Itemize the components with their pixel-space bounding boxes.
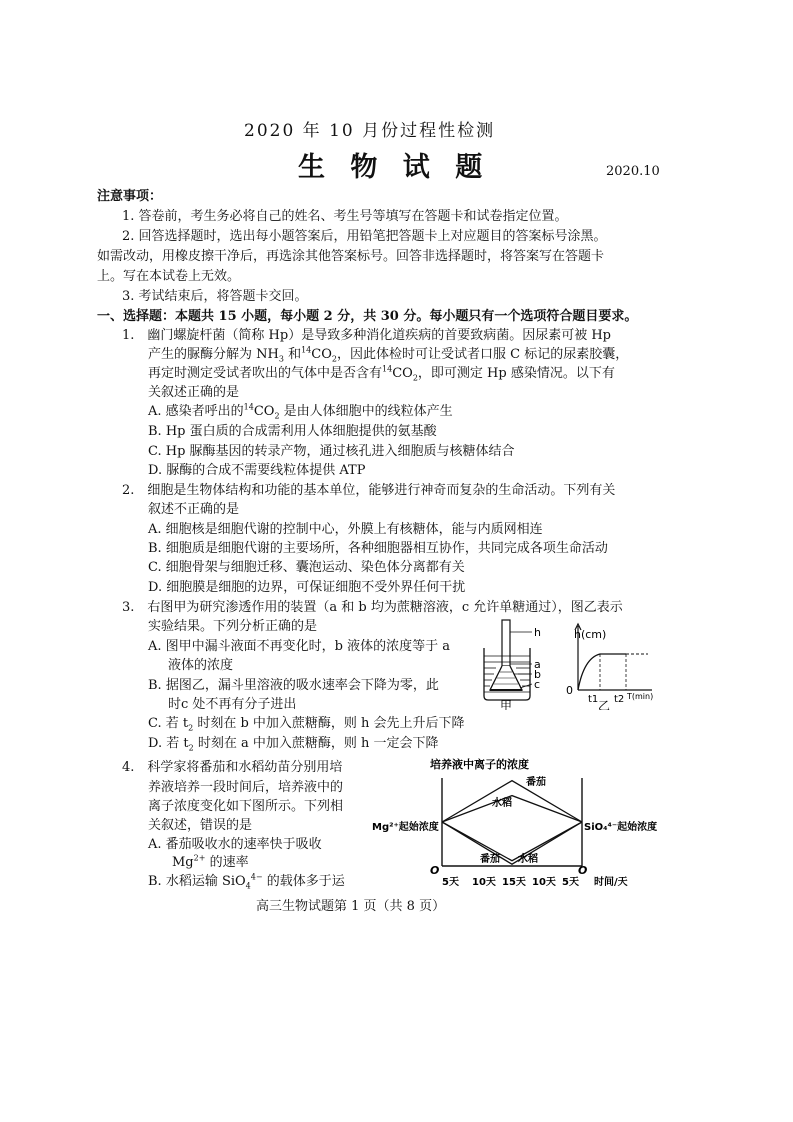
x-tick-label: 5天 xyxy=(562,877,579,888)
rice-bottom-line xyxy=(442,822,582,861)
funnel-tube xyxy=(502,620,510,666)
left-axis-label: Mg²⁺起始浓度 xyxy=(372,822,439,833)
q1-line-1: 1. 幽门螺旋杆菌（简称 Hp）是导致多种消化道疾病的首要致病菌。因尿素可被 Hp xyxy=(122,328,611,343)
q1-text: ，因此体检时可让受试者口服 C 标记的尿素胶囊， xyxy=(336,347,629,362)
q1-option-b: B. Hp 蛋白质的合成需利用人体细胞提供的氨基酸 xyxy=(148,424,437,439)
q3-figure-jia xyxy=(470,618,570,710)
q1-sub: 2 xyxy=(274,411,280,421)
x-tick-label: 15天 xyxy=(502,877,526,888)
yi-t2: t2 xyxy=(614,694,625,705)
q1-text: CO xyxy=(253,404,275,419)
q2-line-2: 叙述不正确的是 xyxy=(148,502,240,517)
q4-option-a-1: A. 番茄吸收水的速率快于吸收 xyxy=(148,837,322,852)
q3-line-2: 实验结果。下列分析正确的是 xyxy=(148,619,318,634)
series-label-tomato-top: 番茄 xyxy=(526,777,546,788)
rice-top-line xyxy=(442,796,582,822)
origin-left: O xyxy=(430,864,440,877)
q1-sup: 14 xyxy=(301,345,312,355)
q1-sub: 2 xyxy=(412,373,418,383)
q4-text: B. 水稻运输 SiO xyxy=(148,874,246,889)
label-a: a xyxy=(534,658,541,671)
yi-xlabel: T(min) xyxy=(627,692,654,701)
yi-curve xyxy=(578,654,626,690)
q3-text: C. 若 t xyxy=(148,716,189,731)
section-1-title: 一、选择题：本题共 15 小题，每小题 2 分，共 30 分。每小题只有一个选项符合题目要求。 xyxy=(97,309,638,324)
notes-title: 注意事项： xyxy=(97,189,163,204)
q3-sub: 2 xyxy=(188,743,194,753)
note-2-line-1: 2. 回答选择题时，选出每小题答案后，用铅笔把答题卡上对应题目的答案标号涂黑。 xyxy=(122,229,607,244)
exam-title: 2020 年 10 月份过程性检测 xyxy=(244,121,496,141)
q4-option-b xyxy=(148,872,345,892)
yi-origin: 0 xyxy=(566,684,573,697)
q3-text: 时刻在 b 中加入蔗糖酶，则 h 会先上升后下降 xyxy=(193,716,465,731)
q1-text: 再定时测定受试者吹出的气体中是否含有 xyxy=(148,366,383,381)
q4-text: Mg xyxy=(172,855,194,870)
tomato-top-line xyxy=(442,781,582,822)
q1-sup: 14 xyxy=(382,364,393,374)
x-tick-labels xyxy=(442,876,579,888)
chart-title: 培养液中离子的浓度 xyxy=(430,758,529,771)
q3-option-a-2: 液体的浓度 xyxy=(168,658,234,673)
origin-right: O xyxy=(578,864,588,877)
q4-line-4: 关叙述，错误的是 xyxy=(148,818,253,833)
q3-text: 时刻在 a 中加入蔗糖酶，则 h 一定会下降 xyxy=(193,736,439,751)
q3-option-a-1: A. 图甲中漏斗液面不再变化时，b 液体的浓度等于 a xyxy=(148,639,450,654)
caption-jia: 甲 xyxy=(500,699,513,710)
q1-text: 和 xyxy=(283,347,302,362)
yi-ylabel: h(cm) xyxy=(574,628,607,641)
q1-text: CO xyxy=(311,347,332,362)
q1-option-a xyxy=(148,402,453,422)
q1-text: CO xyxy=(392,366,413,381)
note-3: 3. 考试结束后，将答题卡交回。 xyxy=(122,289,308,304)
x-tick-label: 5天 xyxy=(442,877,459,888)
x-axis-label: 时间/天 xyxy=(594,877,628,888)
label-c: c xyxy=(534,678,541,691)
q1-text: 是由人体细胞中的线粒体产生 xyxy=(279,404,453,419)
q3-option-d xyxy=(148,734,438,754)
q4-line-2: 养液培养一段时间后，培养液中的 xyxy=(148,780,344,795)
q4-ion-chart xyxy=(368,754,668,892)
q4-sub: 4 xyxy=(245,881,251,891)
x-tick-label: 10天 xyxy=(532,877,556,888)
q1-option-d: D. 脲酶的合成不需要线粒体提供 ATP xyxy=(148,463,366,478)
tomato-bottom-line xyxy=(442,822,582,864)
series-label-rice-top: 水稻 xyxy=(492,798,512,809)
label-h: h xyxy=(534,626,541,639)
chart-series-group xyxy=(442,781,582,865)
q4-line-3: 离子浓度变化如下图所示。下列相 xyxy=(148,799,344,814)
q4-line-1: 4. 科学家将番茄和水稻幼苗分别用培 xyxy=(122,760,343,775)
q4-text: 的载体多于运 xyxy=(262,874,345,889)
q4-option-a-2 xyxy=(172,853,249,873)
q3-text: D. 若 t xyxy=(148,736,189,751)
q2-line-1: 2. 细胞是生物体结构和功能的基本单位，能够进行神奇而复杂的生命活动。下列有关 xyxy=(122,483,616,498)
q3-sub: 2 xyxy=(188,723,194,733)
q1-sub: 3 xyxy=(278,354,284,364)
label-b: b xyxy=(534,668,541,681)
q1-text: ，即可测定 Hp 感染情况。以下有 xyxy=(417,366,615,381)
q2-option-a: A. 细胞核是细胞代谢的控制中心，外膜上有核糖体，能与内质网相连 xyxy=(148,522,543,537)
series-label-rice-bottom: 水稻 xyxy=(518,854,538,865)
page-footer: 高三生物试题第 1 页（共 8 页） xyxy=(256,899,446,914)
subject-title: 生 物 试 题 xyxy=(298,152,491,183)
note-1: 1. 答卷前，考生务必将自己的姓名、考生号等填写在答题卡和试卷指定位置。 xyxy=(122,209,568,224)
q2-option-d: D. 细胞膜是细胞的边界，可保证细胞不受外界任何干扰 xyxy=(148,580,466,595)
q1-line-4: 关叙述正确的是 xyxy=(148,385,240,400)
q2-option-b: B. 细胞质是细胞代谢的主要场所，各种细胞器相互协作，共同完成各项生命活动 xyxy=(148,541,608,556)
q4-sup: 2+ xyxy=(193,853,206,863)
note-2-line-3: 上。写在本试卷上无效。 xyxy=(97,269,241,284)
q1-line-3 xyxy=(148,364,615,384)
q1-sup: 14 xyxy=(243,402,254,412)
series-label-tomato-bottom: 番茄 xyxy=(480,854,500,865)
q1-option-c: C. Hp 脲酶基因的转录产物，通过核孔进入细胞质与核糖体结合 xyxy=(148,444,515,459)
q3-option-b-2: 时c 处不再有分子进出 xyxy=(168,697,297,712)
q4-sup: 4− xyxy=(250,872,263,882)
q3-figure-yi xyxy=(566,618,658,710)
q3-line-1: 3. 右图甲为研究渗透作用的装置（a 和 b 均为蔗糖溶液，c 允许单糖通过），图乙表示 xyxy=(122,600,623,615)
note-2-line-2: 如需改动，用橡皮擦干净后，再选涂其他答案标号。回答非选择题时，将答案写在答题卡 xyxy=(97,249,605,264)
q1-text: 产生的脲酶分解为 NH xyxy=(148,347,279,362)
yi-t1: t1 xyxy=(588,694,599,705)
right-axis-label: SiO₄⁴⁻起始浓度 xyxy=(584,822,658,833)
q4-text: 的速率 xyxy=(205,855,249,870)
q3-option-c xyxy=(148,714,465,734)
q3-option-b-1: B. 据图乙，漏斗里溶液的吸水速率会下降为零，此 xyxy=(148,678,439,693)
caption-yi: 乙 xyxy=(598,699,611,710)
q1-text: A. 感染者呼出的 xyxy=(148,404,244,419)
q1-line-2 xyxy=(148,345,628,365)
q2-option-c: C. 细胞骨架与细胞迁移、囊泡运动、染色体分离都有关 xyxy=(148,560,465,575)
x-tick-label: 10天 xyxy=(472,877,496,888)
exam-date: 2020.10 xyxy=(606,164,660,179)
q1-sub: 2 xyxy=(331,354,337,364)
